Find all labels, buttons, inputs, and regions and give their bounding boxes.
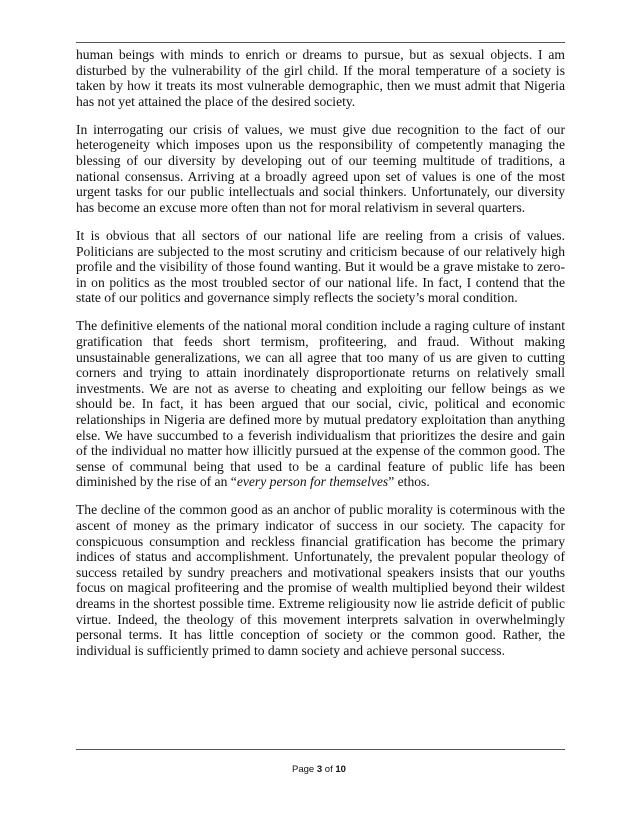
page-total: 10	[335, 764, 346, 775]
page-footer	[0, 764, 638, 775]
paragraph-4-italic-phrase: every person for themselves	[236, 474, 389, 490]
paragraph-4	[76, 318, 565, 490]
paragraph-2: In interrogating our crisis of values, we must give due recognition to the fact of our heterogeneity which imposes upon us the responsibility of competently managing the blessing of our diversity by developing out of our teeming multitude of traditions, a national consensus. Arriving at a broadly agreed upon set of values is one of the most urgent tasks for our public intellectuals and social thinkers. Unfortunately, our diversity has become an excuse more often than not for moral relativism in several quarters.	[76, 121, 565, 215]
footer-divider	[76, 749, 565, 750]
page-label: Page	[292, 764, 315, 775]
of-label: of	[324, 764, 333, 775]
paragraph-3: It is obvious that all sectors of our national life are reeling from a crisis of values. Politicians are subjected to the most scrutiny and criticism because of our relatively high profile and the visibility of those found wanting. But it would be a grave mistake to zero-in on politics as the most troubled sector of our national life. In fact, I contend that the state of our politics and governance simply reflects the society’s moral condition.	[76, 227, 565, 306]
paragraph-1: human beings with minds to enrich or dreams to pursue, but as sexual objects. I am disturbed by the vulnerability of the girl child. If the moral temperature of a society is taken by how it treats its most vulnerable demographic, then we must admit that Nigeria has not yet attained the place of the desired society.	[76, 47, 565, 109]
paragraph-4-tail: ” ethos.	[388, 474, 430, 490]
document-body	[76, 47, 565, 671]
paragraph-5: The decline of the common good as an anchor of public morality is coterminous with the ascent of money as the primary indicator of success in our society. The capacity for conspicuous consumption and reckless financial gratification has become the primary indices of status and accomplishment. Unfortunately, the prevalent popular theology of success retailed by sundry preachers and motivational speakers insists that our youths focus on magical profiteering and the promise of wealth multiplied beyond their wildest dreams in the shortest possible time. Extreme religiousity now lie astride deficit of public virtue. Indeed, the theology of this movement interprets salvation in overwhelmingly personal terms. It has little conception of society or the common good. Rather, the individual is sufficiently primed to damn society and achieve personal success.	[76, 502, 565, 658]
header-divider	[76, 42, 565, 43]
page-current: 3	[316, 764, 323, 775]
paragraph-4-text: The definitive elements of the national moral condition include a raging culture of instant gratification that feeds short termism, profiteering, and fraud. Without making unsustainable generalizations, we can all agree that too many of us are given to cutting corners and trying to attain inordinately disproportionate returns on relatively small investments. We are not as averse to cheating and exploiting our fellow beings as we should be. In fact, it has been argued that our social, civic, political and economic relationships in Nigeria are defined more by mutual predatory exploitation than anything else. We have succumbed to a feverish individualism that prioritizes the desire and gain of the individual no matter how illicitly pursued at the expense of the common good. The sense of communal being that used to be a cardinal feature of public life has been diminished by the rise of an “	[76, 318, 565, 490]
